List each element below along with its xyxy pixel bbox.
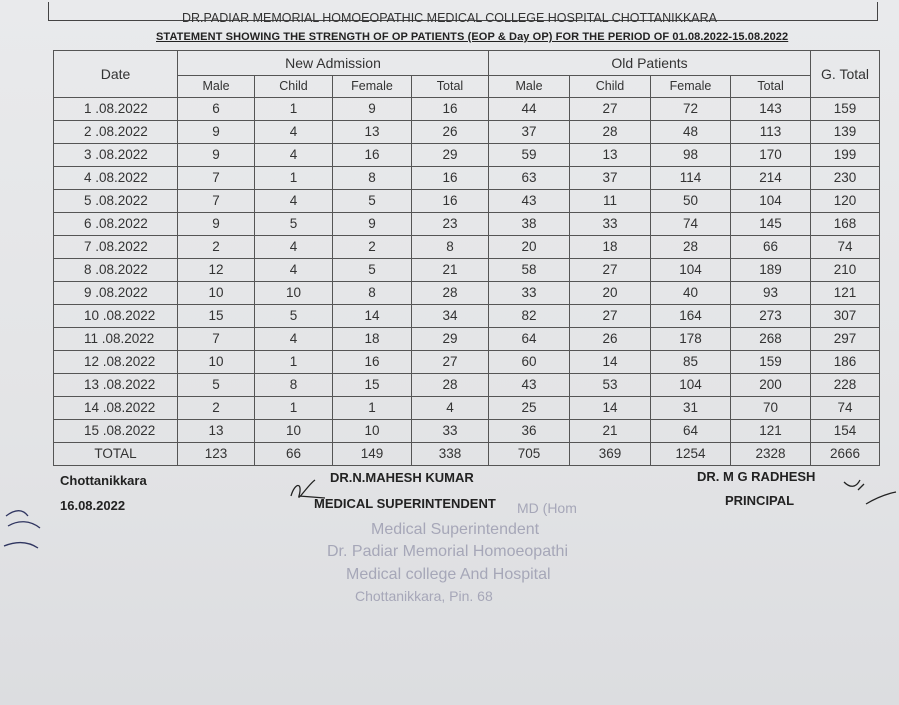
count-cell: 8 bbox=[255, 374, 333, 397]
count-cell: 66 bbox=[731, 236, 811, 259]
sub-header: Female bbox=[333, 76, 412, 98]
count-cell: 189 bbox=[731, 259, 811, 282]
count-cell: 63 bbox=[489, 167, 570, 190]
table-row bbox=[54, 397, 880, 420]
count-cell: 21 bbox=[412, 259, 489, 282]
count-cell: 4 bbox=[255, 121, 333, 144]
count-cell: 1 bbox=[255, 397, 333, 420]
count-cell: 36 bbox=[489, 420, 570, 443]
count-cell: 27 bbox=[570, 305, 651, 328]
count-cell: 1 bbox=[255, 167, 333, 190]
count-cell: 74 bbox=[811, 236, 880, 259]
signing-date: 16.08.2022 bbox=[60, 498, 126, 513]
count-cell: 14 bbox=[570, 397, 651, 420]
count-cell: 11 bbox=[570, 190, 651, 213]
total-cell: 1254 bbox=[651, 443, 731, 466]
count-cell: 74 bbox=[651, 213, 731, 236]
count-cell: 4 bbox=[255, 144, 333, 167]
count-cell: 230 bbox=[811, 167, 880, 190]
count-cell: 28 bbox=[412, 282, 489, 305]
sub-header: Child bbox=[570, 76, 651, 98]
date-cell: 4 .08.2022 bbox=[54, 167, 178, 190]
total-cell: 2666 bbox=[811, 443, 880, 466]
count-cell: 10 bbox=[255, 420, 333, 443]
stamp-line: MD (Hom bbox=[517, 500, 577, 516]
count-cell: 1 bbox=[333, 397, 412, 420]
count-cell: 31 bbox=[651, 397, 731, 420]
count-cell: 199 bbox=[811, 144, 880, 167]
count-cell: 85 bbox=[651, 351, 731, 374]
count-cell: 10 bbox=[178, 282, 255, 305]
count-cell: 7 bbox=[178, 328, 255, 351]
principal-name: DR. M G RADHESH bbox=[697, 469, 816, 484]
count-cell: 139 bbox=[811, 121, 880, 144]
count-cell: 2 bbox=[178, 236, 255, 259]
count-cell: 154 bbox=[811, 420, 880, 443]
count-cell: 33 bbox=[489, 282, 570, 305]
date-cell: 11 .08.2022 bbox=[54, 328, 178, 351]
total-cell: 66 bbox=[255, 443, 333, 466]
date-cell: 8 .08.2022 bbox=[54, 259, 178, 282]
count-cell: 33 bbox=[570, 213, 651, 236]
count-cell: 20 bbox=[570, 282, 651, 305]
table-row bbox=[54, 282, 880, 305]
count-cell: 5 bbox=[178, 374, 255, 397]
table-row bbox=[54, 328, 880, 351]
count-cell: 44 bbox=[489, 98, 570, 121]
table-row bbox=[54, 374, 880, 397]
count-cell: 27 bbox=[570, 259, 651, 282]
count-cell: 121 bbox=[731, 420, 811, 443]
op-strength-table bbox=[53, 50, 880, 466]
table-body bbox=[54, 98, 880, 443]
date-cell: 13 .08.2022 bbox=[54, 374, 178, 397]
table-row bbox=[54, 144, 880, 167]
date-cell: 2 .08.2022 bbox=[54, 121, 178, 144]
date-cell: 1 .08.2022 bbox=[54, 98, 178, 121]
college-name: DR.PADIAR MEMORIAL HOMOEOPATHIC MEDICAL COLLEGE HOSPITAL CHOTTANIKKARA bbox=[181, 11, 718, 25]
principal-title: PRINCIPAL bbox=[725, 493, 795, 508]
count-cell: 10 bbox=[333, 420, 412, 443]
sub-header: Total bbox=[731, 76, 811, 98]
count-cell: 210 bbox=[811, 259, 880, 282]
sub-header: Male bbox=[178, 76, 255, 98]
count-cell: 48 bbox=[651, 121, 731, 144]
count-cell: 9 bbox=[333, 213, 412, 236]
signature-scribble-left bbox=[0, 498, 60, 578]
count-cell: 6 bbox=[178, 98, 255, 121]
total-cell: 369 bbox=[570, 443, 651, 466]
total-cell: 705 bbox=[489, 443, 570, 466]
count-cell: 26 bbox=[412, 121, 489, 144]
sub-header: Male bbox=[489, 76, 570, 98]
count-cell: 9 bbox=[178, 144, 255, 167]
count-cell: 37 bbox=[489, 121, 570, 144]
stamp-line: Chottanikkara, Pin. 68 bbox=[355, 588, 493, 604]
count-cell: 28 bbox=[412, 374, 489, 397]
count-cell: 214 bbox=[731, 167, 811, 190]
count-cell: 34 bbox=[412, 305, 489, 328]
count-cell: 1 bbox=[255, 351, 333, 374]
count-cell: 8 bbox=[333, 167, 412, 190]
table-row bbox=[54, 121, 880, 144]
count-cell: 4 bbox=[255, 190, 333, 213]
count-cell: 186 bbox=[811, 351, 880, 374]
count-cell: 43 bbox=[489, 190, 570, 213]
count-cell: 5 bbox=[255, 305, 333, 328]
date-cell: 5 .08.2022 bbox=[54, 190, 178, 213]
count-cell: 2 bbox=[333, 236, 412, 259]
count-cell: 4 bbox=[255, 236, 333, 259]
total-cell: TOTAL bbox=[54, 443, 178, 466]
stamp-line: Dr. Padiar Memorial Homoeopathi bbox=[327, 543, 568, 560]
signature-scribble-right bbox=[830, 474, 899, 514]
date-header: Date bbox=[54, 51, 178, 98]
table-row bbox=[54, 98, 880, 121]
count-cell: 8 bbox=[333, 282, 412, 305]
count-cell: 297 bbox=[811, 328, 880, 351]
date-cell: 14 .08.2022 bbox=[54, 397, 178, 420]
count-cell: 64 bbox=[489, 328, 570, 351]
count-cell: 7 bbox=[178, 167, 255, 190]
count-cell: 27 bbox=[570, 98, 651, 121]
count-cell: 13 bbox=[570, 144, 651, 167]
count-cell: 4 bbox=[412, 397, 489, 420]
date-cell: 12 .08.2022 bbox=[54, 351, 178, 374]
total-row bbox=[54, 443, 880, 466]
count-cell: 114 bbox=[651, 167, 731, 190]
date-cell: 15 .08.2022 bbox=[54, 420, 178, 443]
count-cell: 29 bbox=[412, 328, 489, 351]
date-cell: 6 .08.2022 bbox=[54, 213, 178, 236]
count-cell: 164 bbox=[651, 305, 731, 328]
sub-header: Child bbox=[255, 76, 333, 98]
count-cell: 13 bbox=[178, 420, 255, 443]
count-cell: 104 bbox=[651, 374, 731, 397]
date-cell: 10 .08.2022 bbox=[54, 305, 178, 328]
date-cell: 9 .08.2022 bbox=[54, 282, 178, 305]
superintendent-name: DR.N.MAHESH KUMAR bbox=[330, 470, 474, 485]
count-cell: 16 bbox=[412, 98, 489, 121]
count-cell: 18 bbox=[570, 236, 651, 259]
count-cell: 12 bbox=[178, 259, 255, 282]
count-cell: 21 bbox=[570, 420, 651, 443]
count-cell: 58 bbox=[489, 259, 570, 282]
count-cell: 4 bbox=[255, 259, 333, 282]
count-cell: 104 bbox=[651, 259, 731, 282]
place-text: Chottanikkara bbox=[60, 473, 147, 488]
count-cell: 170 bbox=[731, 144, 811, 167]
count-cell: 14 bbox=[570, 351, 651, 374]
table-row bbox=[54, 236, 880, 259]
count-cell: 33 bbox=[412, 420, 489, 443]
count-cell: 8 bbox=[412, 236, 489, 259]
superintendent-title: MEDICAL SUPERINTENDENT bbox=[314, 496, 496, 511]
count-cell: 37 bbox=[570, 167, 651, 190]
count-cell: 120 bbox=[811, 190, 880, 213]
table-row bbox=[54, 259, 880, 282]
count-cell: 121 bbox=[811, 282, 880, 305]
table-row bbox=[54, 420, 880, 443]
count-cell: 72 bbox=[651, 98, 731, 121]
count-cell: 1 bbox=[255, 98, 333, 121]
count-cell: 104 bbox=[731, 190, 811, 213]
count-cell: 53 bbox=[570, 374, 651, 397]
count-cell: 74 bbox=[811, 397, 880, 420]
count-cell: 200 bbox=[731, 374, 811, 397]
count-cell: 40 bbox=[651, 282, 731, 305]
table-row bbox=[54, 305, 880, 328]
count-cell: 159 bbox=[731, 351, 811, 374]
count-cell: 18 bbox=[333, 328, 412, 351]
count-cell: 14 bbox=[333, 305, 412, 328]
count-cell: 268 bbox=[731, 328, 811, 351]
count-cell: 60 bbox=[489, 351, 570, 374]
table-row bbox=[54, 167, 880, 190]
count-cell: 43 bbox=[489, 374, 570, 397]
count-cell: 15 bbox=[178, 305, 255, 328]
table-row bbox=[54, 190, 880, 213]
count-cell: 4 bbox=[255, 328, 333, 351]
count-cell: 64 bbox=[651, 420, 731, 443]
count-cell: 20 bbox=[489, 236, 570, 259]
count-cell: 9 bbox=[333, 98, 412, 121]
date-cell: 7 .08.2022 bbox=[54, 236, 178, 259]
count-cell: 16 bbox=[333, 351, 412, 374]
count-cell: 70 bbox=[731, 397, 811, 420]
count-cell: 307 bbox=[811, 305, 880, 328]
count-cell: 13 bbox=[333, 121, 412, 144]
count-cell: 2 bbox=[178, 397, 255, 420]
table-row bbox=[54, 351, 880, 374]
count-cell: 5 bbox=[255, 213, 333, 236]
count-cell: 168 bbox=[811, 213, 880, 236]
count-cell: 98 bbox=[651, 144, 731, 167]
count-cell: 10 bbox=[255, 282, 333, 305]
count-cell: 178 bbox=[651, 328, 731, 351]
sub-header: Female bbox=[651, 76, 731, 98]
sub-header: Total bbox=[412, 76, 489, 98]
count-cell: 5 bbox=[333, 190, 412, 213]
count-cell: 9 bbox=[178, 121, 255, 144]
count-cell: 29 bbox=[412, 144, 489, 167]
count-cell: 16 bbox=[333, 144, 412, 167]
count-cell: 159 bbox=[811, 98, 880, 121]
count-cell: 28 bbox=[570, 121, 651, 144]
count-cell: 82 bbox=[489, 305, 570, 328]
total-cell: 149 bbox=[333, 443, 412, 466]
new-admission-header: New Admission bbox=[178, 51, 489, 76]
count-cell: 273 bbox=[731, 305, 811, 328]
table-row bbox=[54, 213, 880, 236]
grand-total-header: G. Total bbox=[811, 51, 880, 98]
count-cell: 7 bbox=[178, 190, 255, 213]
count-cell: 143 bbox=[731, 98, 811, 121]
count-cell: 28 bbox=[651, 236, 731, 259]
count-cell: 50 bbox=[651, 190, 731, 213]
stamp-line: Medical Superintendent bbox=[371, 521, 540, 538]
date-cell: 3 .08.2022 bbox=[54, 144, 178, 167]
count-cell: 5 bbox=[333, 259, 412, 282]
count-cell: 38 bbox=[489, 213, 570, 236]
total-cell: 338 bbox=[412, 443, 489, 466]
old-patients-header: Old Patients bbox=[489, 51, 811, 76]
count-cell: 228 bbox=[811, 374, 880, 397]
count-cell: 93 bbox=[731, 282, 811, 305]
count-cell: 16 bbox=[412, 190, 489, 213]
count-cell: 27 bbox=[412, 351, 489, 374]
count-cell: 25 bbox=[489, 397, 570, 420]
statement-title: STATEMENT SHOWING THE STRENGTH OF OP PATIENTS (EOP & Day OP) FOR THE PERIOD OF 01.08.2022-15.08.2022 bbox=[156, 31, 789, 43]
count-cell: 59 bbox=[489, 144, 570, 167]
total-cell: 123 bbox=[178, 443, 255, 466]
count-cell: 10 bbox=[178, 351, 255, 374]
count-cell: 145 bbox=[731, 213, 811, 236]
count-cell: 16 bbox=[412, 167, 489, 190]
count-cell: 15 bbox=[333, 374, 412, 397]
count-cell: 113 bbox=[731, 121, 811, 144]
stamp-line: Medical college And Hospital bbox=[346, 566, 551, 583]
count-cell: 9 bbox=[178, 213, 255, 236]
count-cell: 23 bbox=[412, 213, 489, 236]
count-cell: 26 bbox=[570, 328, 651, 351]
total-cell: 2328 bbox=[731, 443, 811, 466]
